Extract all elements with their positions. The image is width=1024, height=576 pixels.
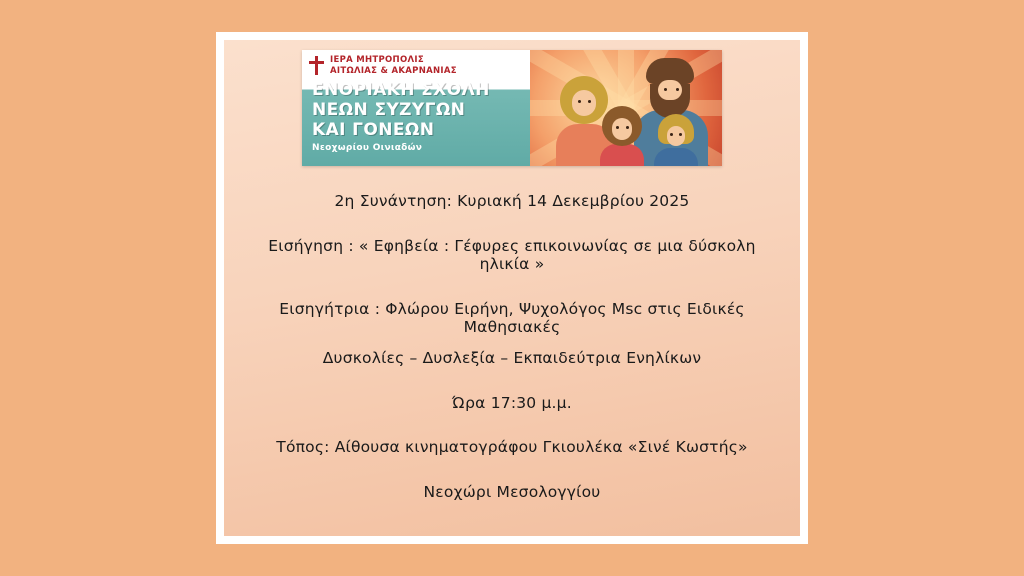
metropolis-line-2: ΑΙΤΩΛΙΑΣ & ΑΚΑΡΝΑΝΙΑΣ [330,65,457,76]
metropolis-header [302,50,530,76]
poster [224,40,800,536]
metropolis-line-1: ΙΕΡΑ ΜΗΤΡΟΠΟΛΙΣ [330,55,424,65]
eye-icon [626,126,629,129]
topic-line: Εισήγηση : « Εφηβεία : Γέφυρες επικοινωνίας σε μια δύσκολη ηλικία » [268,236,756,274]
time-line: Ώρα 17:30 μ.μ. [452,393,572,412]
venue-line: Τόπος: Αίθουσα κινηματογράφου Γκιουλέκα «Σινέ Κωστής» [276,438,748,457]
eye-icon [578,100,581,103]
boy-face [667,126,685,146]
event-banner [302,50,722,166]
eye-icon [676,88,679,91]
eye-icon [664,88,667,91]
banner-title [302,76,530,140]
metropolis-name [330,55,457,76]
girl-figure [600,144,644,166]
banner-title-line-1: ΕΝΟΡΙΑΚΗ ΣΧΟΛΗ [312,80,490,101]
orthodox-cross-icon [308,56,325,75]
speaker-line-1: Εισηγήτρια : Φλώρου Ειρήνη, Ψυχολόγος Msc στις Ειδικές Μαθησιακές [279,299,745,337]
family-illustration [530,50,722,166]
eye-icon [616,126,619,129]
poster-frame [216,32,808,544]
eye-icon [670,133,673,136]
speaker-line-2: Δυσκολίες – Δυσλεξία – Εκπαιδεύτρια Ενηλίκων [322,348,702,367]
banner-text-panel [302,50,530,166]
event-details [224,192,800,501]
eye-icon [679,133,682,136]
location-line: Νεοχώρι Μεσολογγίου [423,482,601,501]
banner-title-line-3: ΚΑΙ ΓΟΝΕΩΝ [312,120,435,141]
eye-icon [588,100,591,103]
boy-figure [654,148,698,166]
girl-face [612,118,632,140]
banner-subtitle: Νεοχωρίου Οινιαδών [312,143,423,154]
meeting-line: 2η Συνάντηση: Κυριακή 14 Δεκεμβρίου 2025 [334,192,690,210]
mother-face [572,90,596,116]
banner-title-line-2: ΝΕΩΝ ΣΥΖΥΓΩΝ [312,100,466,121]
